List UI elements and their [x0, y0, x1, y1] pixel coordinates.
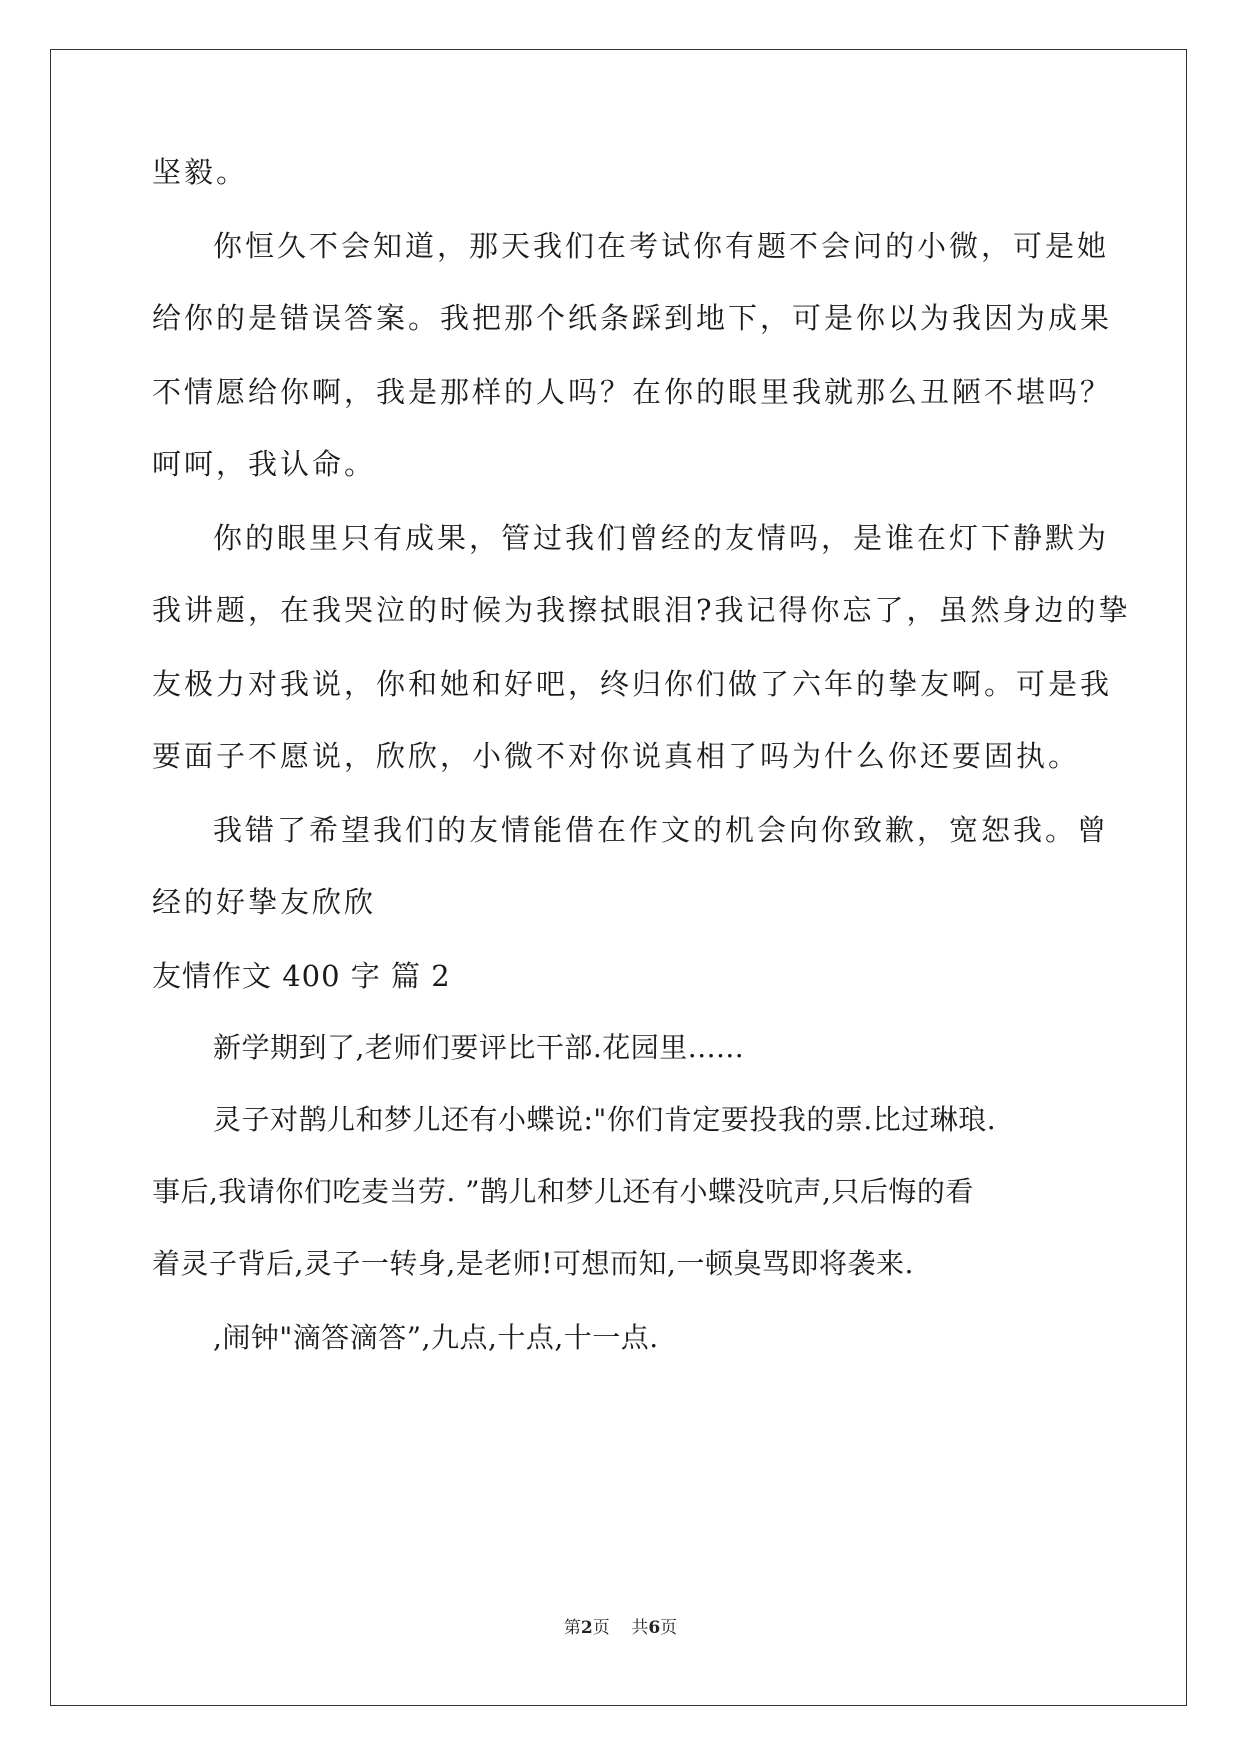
paragraph-line: 要面子不愿说，欣欣，小微不对你说真相了吗为什么你还要固执。 [152, 739, 1081, 773]
paragraph-line: 友极力对我说，你和她和好吧，终归你们做了六年的挚友啊。可是我 [152, 667, 1113, 701]
paragraph-line: 经的好挚友欣欣 [152, 885, 377, 919]
paragraph-line: 不情愿给你啊，我是那样的人吗？在你的眼里我就那么丑陋不堪吗？ [152, 375, 1113, 409]
page-footer [0, 1616, 1241, 1640]
paragraph-line: 给你的是错误答案。我把那个纸条踩到地下，可是你以为我因为成果 [152, 301, 1113, 335]
paragraph-line: ,闹钟"滴答滴答”,九点,十点,十一点. [213, 1321, 659, 1354]
paragraph-line: 你恒久不会知道，那天我们在考试你有题不会问的小微，可是她 [213, 229, 1110, 263]
total-label-prefix: 共 [631, 1618, 649, 1638]
paragraph-line: 灵子对鹊儿和梦儿还有小蝶说:"你们肯定要投我的票.比过琳琅. [213, 1103, 997, 1136]
paragraph-line: 坚毅。 [152, 155, 249, 189]
paragraph-line: 我讲题，在我哭泣的时候为我擦拭眼泪?我记得你忘了，虽然身边的挚 [152, 593, 1131, 627]
page-label-prefix: 第 [563, 1618, 581, 1638]
total-label-suffix: 页 [660, 1618, 678, 1638]
section-heading: 友情作文 400 字 篇 2 [152, 959, 451, 993]
paragraph-line: 我错了希望我们的友情能借在作文的机会向你致歉，宽恕我。曾 [213, 813, 1110, 847]
page-number: 2 [580, 1618, 593, 1638]
paragraph-line: 事后,我请你们吃麦当劳. ”鹊儿和梦儿还有小蝶没吭声,只后悔的看 [152, 1175, 974, 1208]
page-label-suffix: 页 [592, 1618, 610, 1638]
paragraph-line: 新学期到了,老师们要评比干部.花园里...... [213, 1031, 745, 1064]
paragraph-line: 你的眼里只有成果，管过我们曾经的友情吗，是谁在灯下静默为 [213, 521, 1110, 555]
paragraph-line: 呵呵，我认命。 [152, 447, 377, 481]
total-pages: 6 [648, 1618, 661, 1638]
paragraph-line: 着灵子背后,灵子一转身,是老师!可想而知,一顿臭骂即将袭来. [152, 1247, 914, 1280]
